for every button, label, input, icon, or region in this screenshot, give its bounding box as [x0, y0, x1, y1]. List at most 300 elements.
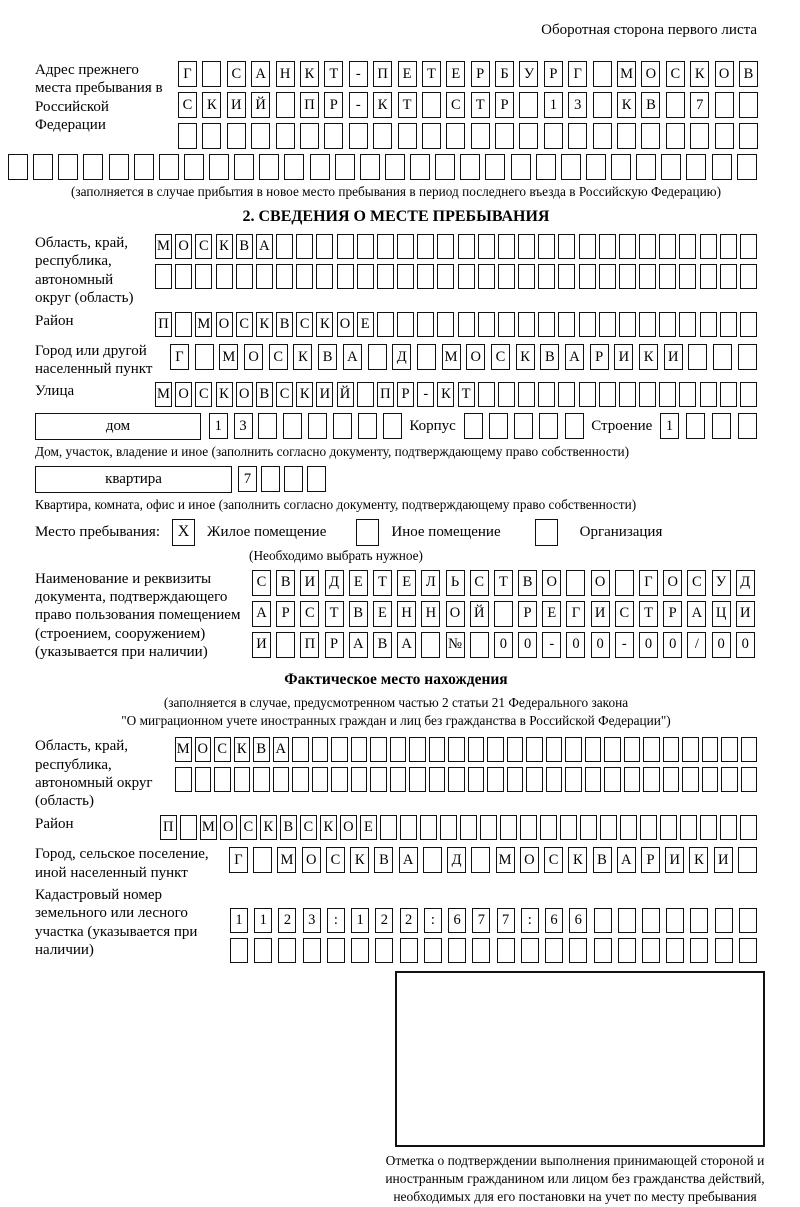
- char-box[interactable]: [712, 413, 731, 439]
- char-box[interactable]: [303, 938, 321, 963]
- char-box[interactable]: [737, 154, 757, 180]
- char-box[interactable]: С: [195, 382, 212, 407]
- char-box[interactable]: 1: [544, 92, 563, 118]
- char-box[interactable]: [624, 767, 641, 792]
- char-box[interactable]: [175, 767, 192, 792]
- char-box[interactable]: Р: [495, 92, 514, 118]
- char-box[interactable]: С: [227, 61, 246, 87]
- char-box[interactable]: Т: [639, 601, 658, 627]
- char-box[interactable]: М: [175, 737, 192, 762]
- char-box[interactable]: [690, 123, 709, 149]
- char-box[interactable]: Й: [251, 92, 270, 118]
- previous-address-row-3[interactable]: [178, 123, 758, 149]
- char-box[interactable]: Н: [421, 601, 440, 627]
- char-box[interactable]: Г: [566, 601, 585, 627]
- char-box[interactable]: [214, 767, 231, 792]
- char-box[interactable]: [663, 767, 680, 792]
- char-box[interactable]: О: [220, 815, 237, 840]
- char-box[interactable]: А: [252, 601, 271, 627]
- checkbox-residential[interactable]: X: [172, 519, 195, 546]
- char-box[interactable]: [520, 815, 537, 840]
- char-box[interactable]: С: [491, 344, 510, 370]
- char-box[interactable]: Е: [360, 815, 377, 840]
- char-box[interactable]: [679, 312, 696, 337]
- char-box[interactable]: [385, 154, 405, 180]
- char-box[interactable]: [373, 123, 392, 149]
- char-box[interactable]: [720, 312, 737, 337]
- char-box[interactable]: [292, 767, 309, 792]
- char-box[interactable]: [666, 123, 685, 149]
- char-box[interactable]: [446, 123, 465, 149]
- char-box[interactable]: [615, 570, 634, 596]
- char-box[interactable]: Д: [392, 344, 411, 370]
- char-box[interactable]: Е: [398, 61, 417, 87]
- char-box[interactable]: [351, 767, 368, 792]
- factual-region-row-2[interactable]: [175, 767, 757, 792]
- char-box[interactable]: [536, 154, 556, 180]
- char-box[interactable]: 0: [591, 632, 610, 658]
- char-box[interactable]: [357, 234, 374, 259]
- char-box[interactable]: [417, 264, 434, 289]
- char-box[interactable]: Е: [446, 61, 465, 87]
- stroenie-row[interactable]: [660, 413, 757, 439]
- char-box[interactable]: Й: [337, 382, 354, 407]
- char-box[interactable]: [721, 767, 738, 792]
- char-box[interactable]: [308, 413, 327, 439]
- char-box[interactable]: :: [521, 908, 539, 933]
- char-box[interactable]: [642, 908, 660, 933]
- char-box[interactable]: 0: [639, 632, 658, 658]
- char-box[interactable]: [666, 92, 685, 118]
- char-box[interactable]: [180, 815, 197, 840]
- char-box[interactable]: [337, 264, 354, 289]
- char-box[interactable]: [619, 312, 636, 337]
- char-box[interactable]: [410, 154, 430, 180]
- char-box[interactable]: 0: [663, 632, 682, 658]
- char-box[interactable]: [599, 234, 616, 259]
- char-box[interactable]: [420, 815, 437, 840]
- char-box[interactable]: [640, 815, 657, 840]
- char-box[interactable]: 3: [234, 413, 253, 439]
- char-box[interactable]: Ь: [446, 570, 465, 596]
- checkbox-organization[interactable]: [535, 519, 558, 546]
- char-box[interactable]: [659, 234, 676, 259]
- char-box[interactable]: [639, 264, 656, 289]
- char-box[interactable]: [234, 154, 254, 180]
- char-box[interactable]: И: [714, 847, 733, 873]
- char-box[interactable]: О: [302, 847, 321, 873]
- char-box[interactable]: [423, 847, 442, 873]
- char-box[interactable]: [643, 767, 660, 792]
- char-box[interactable]: [538, 312, 555, 337]
- char-box[interactable]: О: [715, 61, 734, 87]
- char-box[interactable]: К: [260, 815, 277, 840]
- char-box[interactable]: [521, 938, 539, 963]
- char-box[interactable]: [518, 312, 535, 337]
- char-box[interactable]: [417, 344, 436, 370]
- char-box[interactable]: И: [591, 601, 610, 627]
- char-box[interactable]: [519, 123, 538, 149]
- char-box[interactable]: [740, 815, 757, 840]
- char-box[interactable]: [538, 264, 555, 289]
- char-box[interactable]: [357, 264, 374, 289]
- char-box[interactable]: П: [300, 632, 319, 658]
- char-box[interactable]: [593, 61, 612, 87]
- char-box[interactable]: 2: [278, 908, 296, 933]
- char-box[interactable]: [580, 815, 597, 840]
- char-box[interactable]: Т: [422, 61, 441, 87]
- char-box[interactable]: [478, 312, 495, 337]
- char-box[interactable]: [377, 264, 394, 289]
- char-box[interactable]: [660, 815, 677, 840]
- char-box[interactable]: [400, 938, 418, 963]
- char-box[interactable]: И: [664, 344, 683, 370]
- char-box[interactable]: 7: [690, 92, 709, 118]
- title-document-row-3[interactable]: [252, 632, 755, 658]
- char-box[interactable]: [478, 234, 495, 259]
- char-box[interactable]: [458, 312, 475, 337]
- char-box[interactable]: [202, 61, 221, 87]
- char-box[interactable]: [715, 908, 733, 933]
- char-box[interactable]: [276, 92, 295, 118]
- char-box[interactable]: [307, 466, 326, 492]
- char-box[interactable]: [700, 234, 717, 259]
- char-box[interactable]: Н: [276, 61, 295, 87]
- char-box[interactable]: [273, 767, 290, 792]
- char-box[interactable]: [400, 815, 417, 840]
- char-box[interactable]: [390, 737, 407, 762]
- char-box[interactable]: [659, 264, 676, 289]
- char-box[interactable]: П: [300, 92, 319, 118]
- char-box[interactable]: [497, 938, 515, 963]
- char-box[interactable]: Е: [357, 312, 374, 337]
- char-box[interactable]: Т: [325, 601, 344, 627]
- char-box[interactable]: [300, 123, 319, 149]
- char-box[interactable]: М: [617, 61, 636, 87]
- char-box[interactable]: 1: [660, 413, 679, 439]
- char-box[interactable]: [579, 382, 596, 407]
- char-box[interactable]: [639, 312, 656, 337]
- previous-address-row-2[interactable]: [178, 92, 758, 118]
- char-box[interactable]: [316, 264, 333, 289]
- char-box[interactable]: [720, 264, 737, 289]
- char-box[interactable]: [471, 847, 490, 873]
- char-box[interactable]: [417, 312, 434, 337]
- char-box[interactable]: [518, 382, 535, 407]
- char-box[interactable]: [480, 815, 497, 840]
- char-box[interactable]: 0: [712, 632, 731, 658]
- char-box[interactable]: [202, 123, 221, 149]
- char-box[interactable]: [437, 234, 454, 259]
- char-box[interactable]: [184, 154, 204, 180]
- char-box[interactable]: М: [200, 815, 217, 840]
- char-box[interactable]: [276, 234, 293, 259]
- char-box[interactable]: О: [542, 570, 561, 596]
- char-box[interactable]: И: [300, 570, 319, 596]
- char-box[interactable]: И: [736, 601, 755, 627]
- char-box[interactable]: [498, 382, 515, 407]
- char-box[interactable]: [618, 908, 636, 933]
- char-box[interactable]: [498, 264, 515, 289]
- char-box[interactable]: [312, 737, 329, 762]
- char-box[interactable]: 0: [566, 632, 585, 658]
- char-box[interactable]: [507, 767, 524, 792]
- char-box[interactable]: [178, 123, 197, 149]
- char-box[interactable]: О: [641, 61, 660, 87]
- char-box[interactable]: 1: [254, 908, 272, 933]
- char-box[interactable]: 6: [569, 908, 587, 933]
- char-box[interactable]: 7: [472, 908, 490, 933]
- previous-address-row-4[interactable]: [8, 154, 757, 180]
- char-box[interactable]: Г: [639, 570, 658, 596]
- char-box[interactable]: Г: [170, 344, 189, 370]
- char-box[interactable]: [540, 815, 557, 840]
- char-box[interactable]: [437, 264, 454, 289]
- char-box[interactable]: [175, 264, 192, 289]
- char-box[interactable]: [702, 737, 719, 762]
- char-box[interactable]: 0: [518, 632, 537, 658]
- char-box[interactable]: [666, 938, 684, 963]
- char-box[interactable]: :: [327, 908, 345, 933]
- char-box[interactable]: [740, 264, 757, 289]
- char-box[interactable]: Е: [373, 601, 392, 627]
- apartment-type-box[interactable]: квартира: [35, 466, 232, 493]
- char-box[interactable]: [599, 382, 616, 407]
- char-box[interactable]: [579, 234, 596, 259]
- char-box[interactable]: Е: [397, 570, 416, 596]
- char-box[interactable]: [569, 938, 587, 963]
- char-box[interactable]: №: [446, 632, 465, 658]
- char-box[interactable]: [335, 154, 355, 180]
- char-box[interactable]: О: [244, 344, 263, 370]
- char-box[interactable]: [296, 264, 313, 289]
- char-box[interactable]: [738, 413, 757, 439]
- char-box[interactable]: О: [216, 312, 233, 337]
- char-box[interactable]: [370, 767, 387, 792]
- char-box[interactable]: О: [663, 570, 682, 596]
- char-box[interactable]: [468, 737, 485, 762]
- char-box[interactable]: [278, 938, 296, 963]
- char-box[interactable]: [358, 413, 377, 439]
- char-box[interactable]: О: [466, 344, 485, 370]
- char-box[interactable]: [256, 264, 273, 289]
- char-box[interactable]: [568, 123, 587, 149]
- char-box[interactable]: [460, 154, 480, 180]
- char-box[interactable]: Р: [641, 847, 660, 873]
- char-box[interactable]: А: [273, 737, 290, 762]
- char-box[interactable]: М: [195, 312, 212, 337]
- char-box[interactable]: К: [437, 382, 454, 407]
- char-box[interactable]: [690, 908, 708, 933]
- char-box[interactable]: [686, 154, 706, 180]
- title-document-row-2[interactable]: [252, 601, 755, 627]
- char-box[interactable]: С: [236, 312, 253, 337]
- char-box[interactable]: В: [739, 61, 758, 87]
- char-box[interactable]: [641, 123, 660, 149]
- house-type-box[interactable]: дом: [35, 413, 201, 440]
- char-box[interactable]: А: [397, 632, 416, 658]
- char-box[interactable]: [417, 234, 434, 259]
- char-box[interactable]: [312, 767, 329, 792]
- char-box[interactable]: [679, 234, 696, 259]
- char-box[interactable]: С: [446, 92, 465, 118]
- char-box[interactable]: М: [155, 382, 172, 407]
- char-box[interactable]: [471, 123, 490, 149]
- char-box[interactable]: [545, 938, 563, 963]
- char-box[interactable]: [422, 92, 441, 118]
- char-box[interactable]: П: [155, 312, 172, 337]
- district-row[interactable]: [155, 312, 757, 337]
- char-box[interactable]: [261, 466, 280, 492]
- char-box[interactable]: [566, 570, 585, 596]
- char-box[interactable]: [680, 815, 697, 840]
- char-box[interactable]: М: [496, 847, 515, 873]
- char-box[interactable]: Г: [178, 61, 197, 87]
- char-box[interactable]: [686, 413, 705, 439]
- char-box[interactable]: [195, 767, 212, 792]
- char-box[interactable]: В: [374, 847, 393, 873]
- char-box[interactable]: [594, 908, 612, 933]
- char-box[interactable]: С: [544, 847, 563, 873]
- char-box[interactable]: [666, 908, 684, 933]
- char-box[interactable]: О: [340, 815, 357, 840]
- char-box[interactable]: [688, 344, 707, 370]
- char-box[interactable]: [397, 234, 414, 259]
- char-box[interactable]: О: [175, 234, 192, 259]
- char-box[interactable]: [437, 312, 454, 337]
- char-box[interactable]: [58, 154, 78, 180]
- char-box[interactable]: М: [277, 847, 296, 873]
- char-box[interactable]: [700, 264, 717, 289]
- char-box[interactable]: С: [300, 815, 317, 840]
- char-box[interactable]: [398, 123, 417, 149]
- char-box[interactable]: [195, 264, 212, 289]
- char-box[interactable]: 7: [497, 908, 515, 933]
- char-box[interactable]: [33, 154, 53, 180]
- char-box[interactable]: В: [318, 344, 337, 370]
- char-box[interactable]: К: [234, 737, 251, 762]
- char-box[interactable]: [740, 312, 757, 337]
- char-box[interactable]: К: [296, 382, 313, 407]
- korpus-row[interactable]: [464, 413, 584, 439]
- char-box[interactable]: У: [712, 570, 731, 596]
- char-box[interactable]: [715, 123, 734, 149]
- char-box[interactable]: [236, 264, 253, 289]
- char-box[interactable]: [604, 767, 621, 792]
- char-box[interactable]: М: [155, 234, 172, 259]
- char-box[interactable]: [424, 938, 442, 963]
- char-box[interactable]: [331, 767, 348, 792]
- char-box[interactable]: М: [442, 344, 461, 370]
- char-box[interactable]: И: [316, 382, 333, 407]
- char-box[interactable]: [682, 737, 699, 762]
- char-box[interactable]: Д: [325, 570, 344, 596]
- char-box[interactable]: Р: [471, 61, 490, 87]
- char-box[interactable]: [327, 938, 345, 963]
- char-box[interactable]: К: [216, 382, 233, 407]
- char-box[interactable]: О: [337, 312, 354, 337]
- char-box[interactable]: [230, 938, 248, 963]
- char-box[interactable]: [351, 938, 369, 963]
- char-box[interactable]: [715, 92, 734, 118]
- char-box[interactable]: 7: [238, 466, 257, 492]
- char-box[interactable]: [472, 938, 490, 963]
- char-box[interactable]: [134, 154, 154, 180]
- char-box[interactable]: Т: [324, 61, 343, 87]
- char-box[interactable]: [258, 413, 277, 439]
- char-box[interactable]: Р: [324, 92, 343, 118]
- char-box[interactable]: С: [195, 234, 212, 259]
- char-box[interactable]: [409, 767, 426, 792]
- char-box[interactable]: [639, 382, 656, 407]
- char-box[interactable]: С: [178, 92, 197, 118]
- char-box[interactable]: С: [276, 382, 293, 407]
- char-box[interactable]: [253, 847, 272, 873]
- char-box[interactable]: [370, 737, 387, 762]
- char-box[interactable]: [585, 737, 602, 762]
- char-box[interactable]: [333, 413, 352, 439]
- char-box[interactable]: [518, 264, 535, 289]
- char-box[interactable]: :: [424, 908, 442, 933]
- char-box[interactable]: [292, 737, 309, 762]
- char-box[interactable]: [619, 234, 636, 259]
- char-box[interactable]: К: [689, 847, 708, 873]
- char-box[interactable]: [464, 413, 483, 439]
- char-box[interactable]: С: [214, 737, 231, 762]
- char-box[interactable]: [468, 767, 485, 792]
- char-box[interactable]: [594, 938, 612, 963]
- char-box[interactable]: [283, 413, 302, 439]
- char-box[interactable]: [383, 413, 402, 439]
- char-box[interactable]: К: [293, 344, 312, 370]
- char-box[interactable]: А: [399, 847, 418, 873]
- char-box[interactable]: С: [296, 312, 313, 337]
- char-box[interactable]: Р: [663, 601, 682, 627]
- char-box[interactable]: [663, 737, 680, 762]
- char-box[interactable]: [558, 234, 575, 259]
- char-box[interactable]: [458, 264, 475, 289]
- checkbox-other-premises[interactable]: [356, 519, 379, 546]
- char-box[interactable]: [377, 312, 394, 337]
- char-box[interactable]: [715, 938, 733, 963]
- char-box[interactable]: 6: [448, 908, 466, 933]
- char-box[interactable]: [159, 154, 179, 180]
- char-box[interactable]: [558, 312, 575, 337]
- char-box[interactable]: [538, 234, 555, 259]
- char-box[interactable]: С: [240, 815, 257, 840]
- char-box[interactable]: [377, 234, 394, 259]
- char-box[interactable]: [331, 737, 348, 762]
- char-box[interactable]: О: [446, 601, 465, 627]
- char-box[interactable]: С: [300, 601, 319, 627]
- char-box[interactable]: И: [227, 92, 246, 118]
- char-box[interactable]: [435, 154, 455, 180]
- char-box[interactable]: [375, 938, 393, 963]
- char-box[interactable]: С: [326, 847, 345, 873]
- char-box[interactable]: [741, 737, 758, 762]
- char-box[interactable]: 3: [303, 908, 321, 933]
- char-box[interactable]: В: [540, 344, 559, 370]
- char-box[interactable]: -: [615, 632, 634, 658]
- char-box[interactable]: [276, 123, 295, 149]
- char-box[interactable]: С: [687, 570, 706, 596]
- char-box[interactable]: К: [350, 847, 369, 873]
- char-box[interactable]: [478, 382, 495, 407]
- char-box[interactable]: [440, 815, 457, 840]
- char-box[interactable]: [227, 123, 246, 149]
- char-box[interactable]: [458, 234, 475, 259]
- char-box[interactable]: [700, 312, 717, 337]
